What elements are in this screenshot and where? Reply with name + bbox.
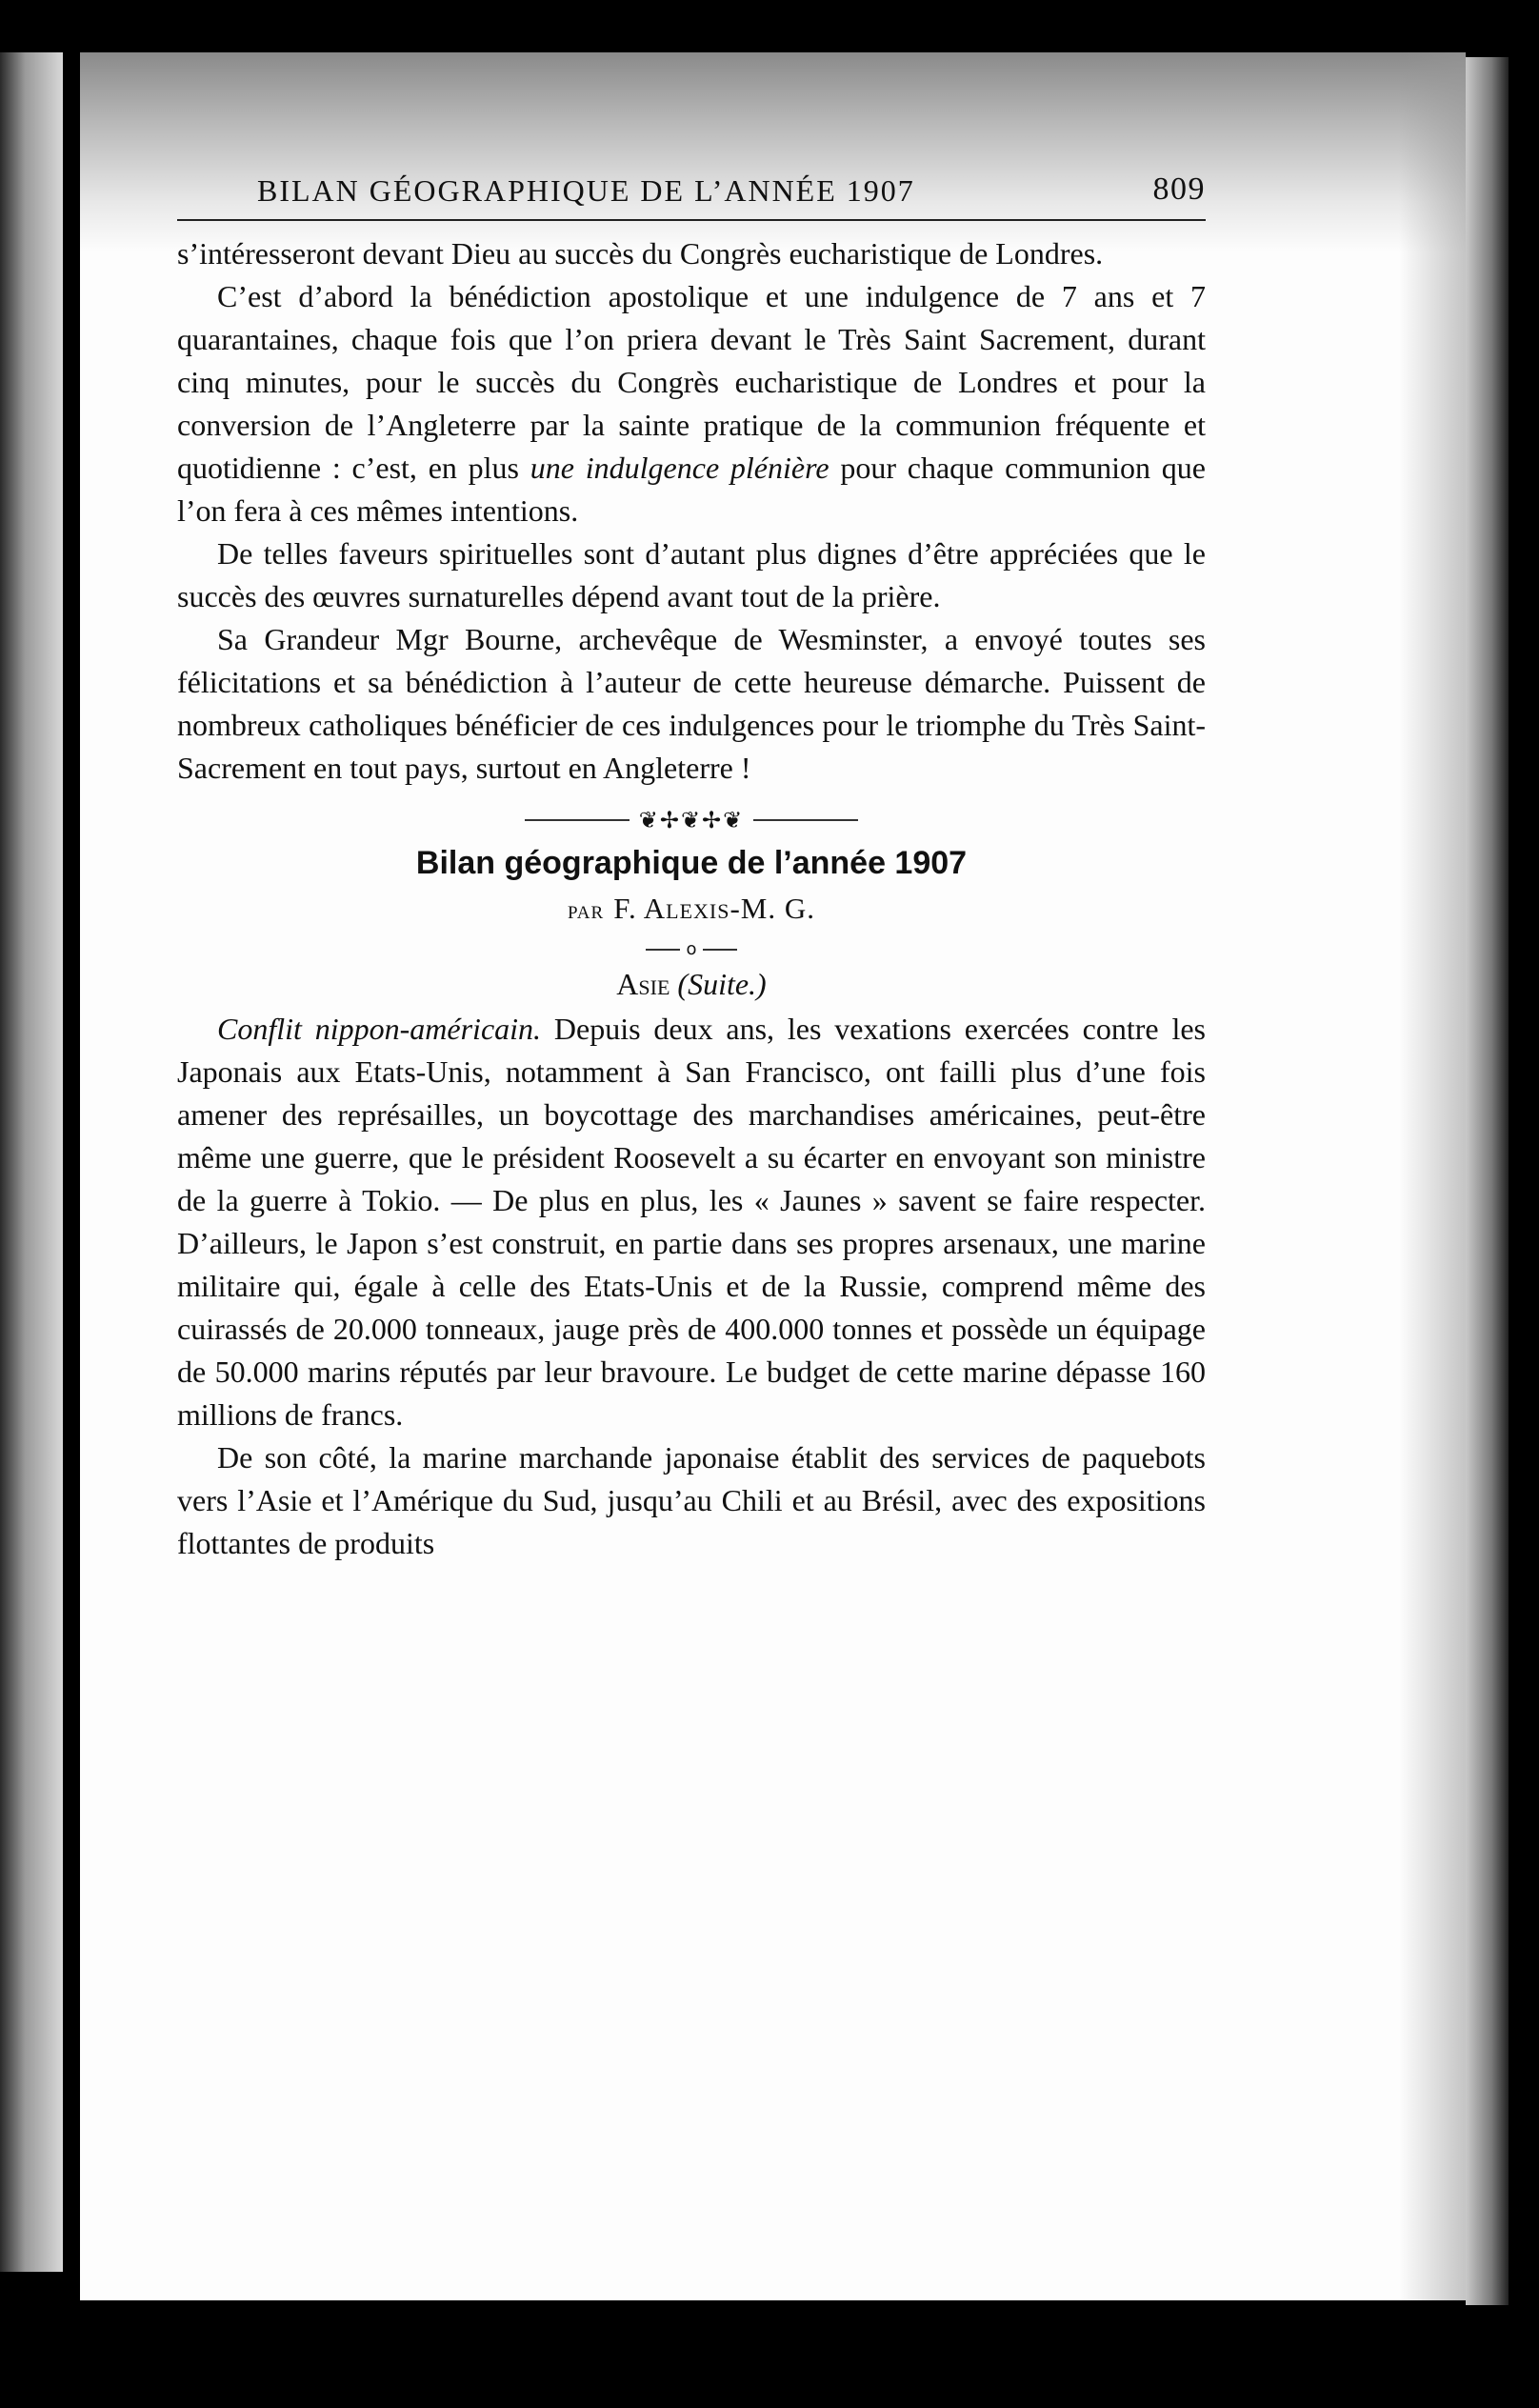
italic-phrase: une indulgence plénière <box>530 451 829 485</box>
book-gutter <box>63 48 80 2277</box>
ornament-rule-left <box>525 819 630 821</box>
paragraph <box>177 275 1206 532</box>
previous-page-edge <box>0 52 63 2272</box>
running-title: BILAN GÉOGRAPHIQUE DE L’ANNÉE 1907 <box>257 173 915 208</box>
circle-icon: o <box>686 939 697 959</box>
page-stack-edge <box>1466 57 1509 2305</box>
paragraph: De telles faveurs spirituelles sont d’autant plus dignes d’être appréciées que le succès des œuvres surnaturelles dépend avant tout de la prière. <box>177 536 1206 613</box>
paragraph <box>177 1008 1206 1436</box>
intro-section <box>177 232 1206 790</box>
section-ornament <box>177 807 1206 833</box>
section-suffix: (Suite.) <box>677 967 767 1001</box>
small-separator <box>177 939 1206 959</box>
paragraph-text: C’est d’abord la bénédiction apostolique et une indulgence de 7 ans et 7 quarantaines, chaque fois que l’on priera devant le Très Saint Sacrement, durant cinq minutes, pour le succès du Congrès eucharistique de Londres et pour la conversion de l’Angleterre par la sainte pratique de la communion fréquente et quotidienne : c’est, en plus <box>177 279 1206 485</box>
byline-prefix: par <box>567 895 605 924</box>
byline <box>177 892 1206 926</box>
page-content <box>177 162 1206 1565</box>
paragraph: De son côté, la marine marchande japonaise établit des services de paquebots vers l’Asie et l’Amérique du Sud, jusqu’au Chili et au Brésil, avec des expositions flottantes de produits <box>177 1440 1206 1560</box>
page-right-shading <box>1399 52 1466 2300</box>
ornament-rule-right <box>753 819 858 821</box>
separator-rule-right <box>703 949 737 951</box>
fleuron-icon: ❦✢❦✢❦ <box>638 807 745 833</box>
section-heading <box>177 967 1206 1002</box>
paragraph: Sa Grandeur Mgr Bourne, archevêque de Wesminster, a envoyé toutes ses félicitations et sa bénédiction à l’auteur de cette heureuse démarche. Puissent de nombreux catholiques bénéficier de ces indulgences pour le triomphe du Très Saint-Sacrement en tout pays, surtout en Angleterre ! <box>177 622 1206 785</box>
page-number: 809 <box>1152 171 1206 207</box>
paragraph-text: Depuis deux ans, les vexations exercées contre les Japonais aux Etats-Unis, notamment à San Francisco, ont failli plus d’une fois amener des représailles, un boycottage des marchandises américaines, peut-être même une guerre, que le président Roosevelt a su écarter en envoyant son ministre de la guerre à Tokio. — De plus en plus, les « Jaunes » savent se faire respecter. D’ailleurs, le Japon s’est construit, en partie dans ses propres arsenaux, une marine militaire qui, égale à celle des Etats-Unis et de la Russie, comprend même des cuirassés de 20.000 tonneaux, jauge près de 400.000 tonnes et possède un équipage de 50.000 marins réputés par leur bravoure. Le budget de cette marine dépasse 160 millions de francs. <box>177 1012 1207 1432</box>
paragraph-lead: Conflit nippon-américain. <box>217 1012 542 1046</box>
separator-rule-left <box>646 949 680 951</box>
byline-author: F. Alexis-M. G. <box>613 892 815 925</box>
running-header <box>177 162 1206 221</box>
paragraph: s’intéresseront devant Dieu au succès du Congrès eucharistique de Londres. <box>177 236 1104 271</box>
paragraph-text-tail: pour chaque communion que l’on fera à ces mêmes intentions. <box>177 451 1207 528</box>
section-name: Asie <box>616 967 670 1001</box>
article-body <box>177 1008 1206 1565</box>
article-title: Bilan géographique de l’année 1907 <box>415 845 968 881</box>
